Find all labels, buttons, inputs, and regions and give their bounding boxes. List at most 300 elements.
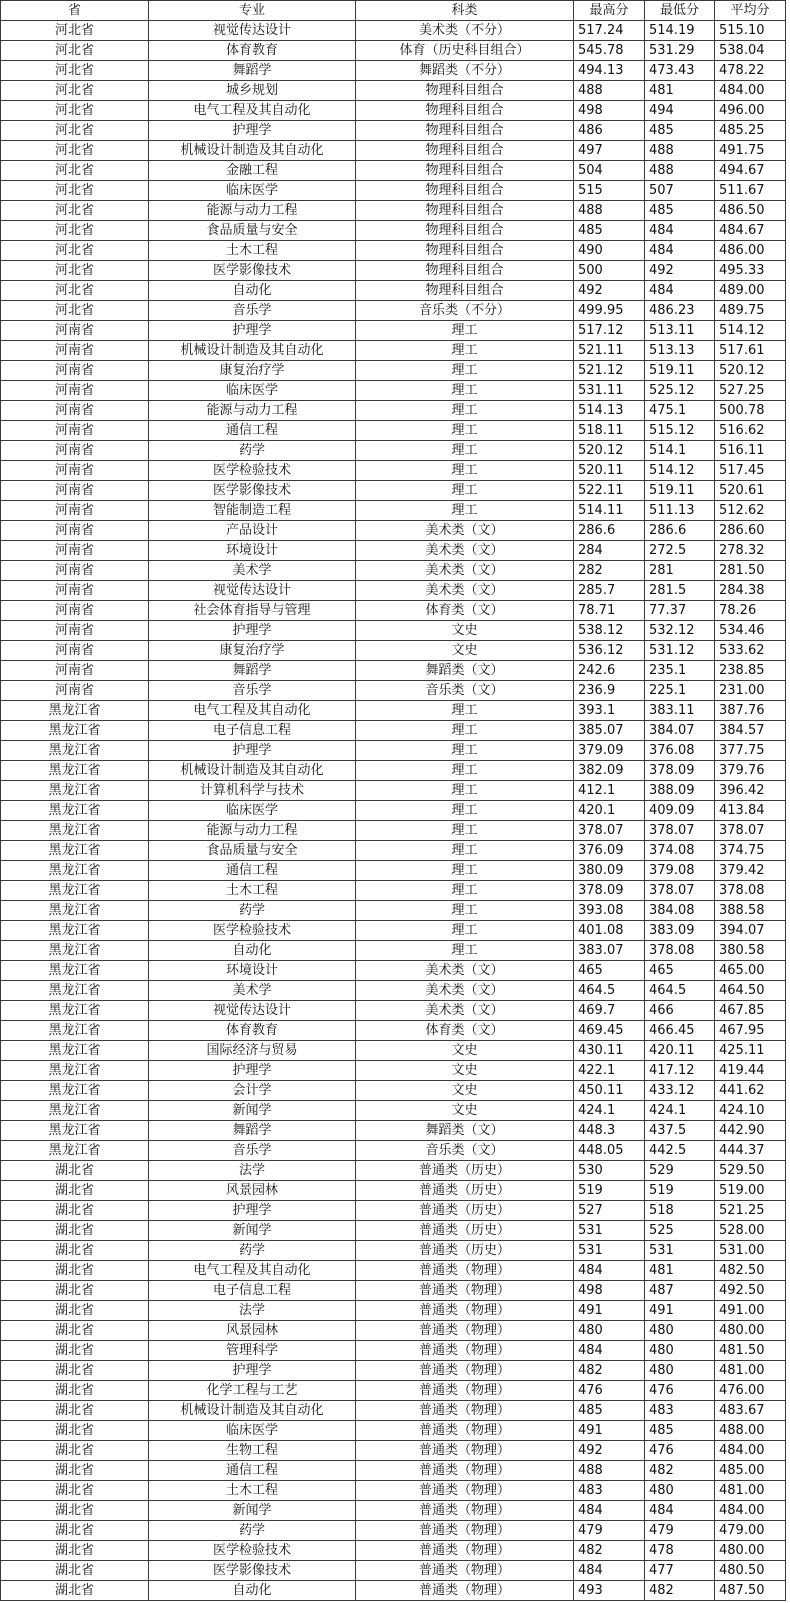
- cell-min-score: 532.12: [645, 621, 715, 641]
- cell-avg-score: 387.76: [715, 701, 786, 721]
- cell-avg-score: 516.11: [715, 441, 786, 461]
- table-row: [1, 801, 786, 821]
- cell-min-score: 378.07: [645, 821, 715, 841]
- cell-avg-score: 485.25: [715, 121, 786, 141]
- cell-category: 文史: [356, 1061, 574, 1081]
- cell-max-score: 484: [574, 1501, 645, 1521]
- cell-max-score: 430.11: [574, 1041, 645, 1061]
- header-major: 专业: [149, 1, 356, 21]
- cell-major: 机械设计制造及其自动化: [149, 341, 356, 361]
- cell-category: 文史: [356, 621, 574, 641]
- cell-province: 黑龙江省: [1, 1001, 149, 1021]
- cell-min-score: 514.1: [645, 441, 715, 461]
- cell-avg-score: 384.57: [715, 721, 786, 741]
- cell-avg-score: 482.50: [715, 1261, 786, 1281]
- table-row: [1, 381, 786, 401]
- cell-max-score: 520.11: [574, 461, 645, 481]
- cell-min-score: 485: [645, 121, 715, 141]
- table-row: [1, 681, 786, 701]
- cell-avg-score: 484.00: [715, 81, 786, 101]
- cell-max-score: 514.11: [574, 501, 645, 521]
- cell-avg-score: 520.61: [715, 481, 786, 501]
- cell-province: 河北省: [1, 101, 149, 121]
- cell-min-score: 480: [645, 1341, 715, 1361]
- cell-max-score: 517.12: [574, 321, 645, 341]
- cell-min-score: 225.1: [645, 681, 715, 701]
- cell-avg-score: 517.61: [715, 341, 786, 361]
- table-row: [1, 1501, 786, 1521]
- cell-province: 湖北省: [1, 1161, 149, 1181]
- cell-province: 湖北省: [1, 1541, 149, 1561]
- table-header-row: [1, 1, 786, 21]
- cell-max-score: 286.6: [574, 521, 645, 541]
- cell-category: 体育类（文）: [356, 1021, 574, 1041]
- cell-max-score: 465: [574, 961, 645, 981]
- cell-category: 物理科目组合: [356, 101, 574, 121]
- cell-min-score: 480: [645, 1321, 715, 1341]
- cell-max-score: 522.11: [574, 481, 645, 501]
- cell-province: 黑龙江省: [1, 1141, 149, 1161]
- table-row: [1, 361, 786, 381]
- cell-max-score: 282: [574, 561, 645, 581]
- cell-major: 管理科学: [149, 1341, 356, 1361]
- cell-min-score: 286.6: [645, 521, 715, 541]
- cell-max-score: 500: [574, 261, 645, 281]
- cell-max-score: 450.11: [574, 1081, 645, 1101]
- cell-min-score: 409.09: [645, 801, 715, 821]
- cell-max-score: 485: [574, 1401, 645, 1421]
- cell-category: 理工: [356, 761, 574, 781]
- table-row: [1, 101, 786, 121]
- cell-avg-score: 281.50: [715, 561, 786, 581]
- cell-category: 理工: [356, 321, 574, 341]
- cell-max-score: 538.12: [574, 621, 645, 641]
- cell-max-score: 488: [574, 1461, 645, 1481]
- cell-province: 河南省: [1, 361, 149, 381]
- cell-avg-score: 531.00: [715, 1241, 786, 1261]
- table-row: [1, 1421, 786, 1441]
- cell-category: 物理科目组合: [356, 201, 574, 221]
- cell-avg-score: 487.50: [715, 1581, 786, 1601]
- cell-category: 理工: [356, 461, 574, 481]
- table-row: [1, 301, 786, 321]
- cell-major: 药学: [149, 1521, 356, 1541]
- cell-category: 理工: [356, 801, 574, 821]
- cell-min-score: 519.11: [645, 481, 715, 501]
- cell-min-score: 529: [645, 1161, 715, 1181]
- cell-min-score: 507: [645, 181, 715, 201]
- cell-min-score: 376.08: [645, 741, 715, 761]
- cell-category: 理工: [356, 381, 574, 401]
- cell-avg-score: 489.75: [715, 301, 786, 321]
- cell-min-score: 235.1: [645, 661, 715, 681]
- cell-major: 新闻学: [149, 1221, 356, 1241]
- cell-max-score: 485: [574, 221, 645, 241]
- cell-category: 理工: [356, 701, 574, 721]
- cell-major: 医学检验技术: [149, 461, 356, 481]
- cell-avg-score: 286.60: [715, 521, 786, 541]
- cell-max-score: 493: [574, 1581, 645, 1601]
- cell-major: 化学工程与工艺: [149, 1381, 356, 1401]
- cell-major: 法学: [149, 1161, 356, 1181]
- cell-max-score: 492: [574, 281, 645, 301]
- cell-avg-score: 476.00: [715, 1381, 786, 1401]
- cell-min-score: 494: [645, 101, 715, 121]
- table-row: [1, 861, 786, 881]
- cell-min-score: 466.45: [645, 1021, 715, 1041]
- cell-category: 理工: [356, 401, 574, 421]
- cell-major: 药学: [149, 441, 356, 461]
- table-row: [1, 741, 786, 761]
- cell-category: 理工: [356, 721, 574, 741]
- cell-category: 理工: [356, 821, 574, 841]
- cell-category: 美术类（不分）: [356, 21, 574, 41]
- cell-min-score: 374.08: [645, 841, 715, 861]
- cell-avg-score: 425.11: [715, 1041, 786, 1061]
- cell-province: 黑龙江省: [1, 1021, 149, 1041]
- cell-max-score: 531: [574, 1221, 645, 1241]
- cell-major: 美术学: [149, 981, 356, 1001]
- cell-max-score: 484: [574, 1341, 645, 1361]
- cell-avg-score: 374.75: [715, 841, 786, 861]
- table-row: [1, 121, 786, 141]
- cell-avg-score: 444.37: [715, 1141, 786, 1161]
- table-row: [1, 1541, 786, 1561]
- cell-category: 普通类（物理）: [356, 1381, 574, 1401]
- cell-max-score: 482: [574, 1361, 645, 1381]
- cell-category: 普通类（历史）: [356, 1201, 574, 1221]
- table-row: [1, 1121, 786, 1141]
- cell-province: 黑龙江省: [1, 761, 149, 781]
- cell-province: 湖北省: [1, 1221, 149, 1241]
- cell-min-score: 525.12: [645, 381, 715, 401]
- cell-category: 普通类（物理）: [356, 1521, 574, 1541]
- cell-province: 黑龙江省: [1, 901, 149, 921]
- cell-avg-score: 484.67: [715, 221, 786, 241]
- cell-max-score: 520.12: [574, 441, 645, 461]
- cell-province: 河北省: [1, 281, 149, 301]
- cell-category: 普通类（物理）: [356, 1321, 574, 1341]
- cell-min-score: 531.29: [645, 41, 715, 61]
- cell-province: 河南省: [1, 561, 149, 581]
- cell-min-score: 482: [645, 1581, 715, 1601]
- table-row: [1, 621, 786, 641]
- cell-province: 湖北省: [1, 1181, 149, 1201]
- cell-avg-score: 479.00: [715, 1521, 786, 1541]
- cell-category: 普通类（历史）: [356, 1221, 574, 1241]
- cell-category: 普通类（物理）: [356, 1401, 574, 1421]
- cell-major: 医学影像技术: [149, 1561, 356, 1581]
- cell-category: 普通类（物理）: [356, 1461, 574, 1481]
- cell-min-score: 442.5: [645, 1141, 715, 1161]
- cell-min-score: 491: [645, 1301, 715, 1321]
- cell-major: 临床医学: [149, 381, 356, 401]
- table-row: [1, 181, 786, 201]
- cell-avg-score: 388.58: [715, 901, 786, 921]
- cell-avg-score: 380.58: [715, 941, 786, 961]
- table-row: [1, 1181, 786, 1201]
- cell-max-score: 530: [574, 1161, 645, 1181]
- cell-min-score: 478: [645, 1541, 715, 1561]
- table-row: [1, 1361, 786, 1381]
- cell-avg-score: 441.62: [715, 1081, 786, 1101]
- cell-major: 护理学: [149, 1061, 356, 1081]
- table-row: [1, 761, 786, 781]
- cell-major: 临床医学: [149, 1421, 356, 1441]
- cell-max-score: 491: [574, 1421, 645, 1441]
- cell-province: 湖北省: [1, 1461, 149, 1481]
- cell-category: 普通类（历史）: [356, 1181, 574, 1201]
- cell-max-score: 515: [574, 181, 645, 201]
- table-row: [1, 1461, 786, 1481]
- cell-min-score: 378.08: [645, 941, 715, 961]
- cell-major: 音乐学: [149, 1141, 356, 1161]
- cell-min-score: 487: [645, 1281, 715, 1301]
- cell-major: 食品质量与安全: [149, 841, 356, 861]
- cell-avg-score: 464.50: [715, 981, 786, 1001]
- cell-category: 理工: [356, 861, 574, 881]
- cell-max-score: 285.7: [574, 581, 645, 601]
- cell-major: 产品设计: [149, 521, 356, 541]
- cell-category: 物理科目组合: [356, 281, 574, 301]
- cell-max-score: 531.11: [574, 381, 645, 401]
- cell-min-score: 485: [645, 201, 715, 221]
- cell-min-score: 482: [645, 1461, 715, 1481]
- cell-avg-score: 538.04: [715, 41, 786, 61]
- table-row: [1, 21, 786, 41]
- cell-category: 美术类（文）: [356, 1001, 574, 1021]
- cell-major: 体育教育: [149, 1021, 356, 1041]
- cell-max-score: 498: [574, 1281, 645, 1301]
- cell-major: 护理学: [149, 1201, 356, 1221]
- cell-province: 黑龙江省: [1, 1081, 149, 1101]
- cell-avg-score: 516.62: [715, 421, 786, 441]
- cell-min-score: 481: [645, 81, 715, 101]
- cell-avg-score: 533.62: [715, 641, 786, 661]
- cell-province: 湖北省: [1, 1241, 149, 1261]
- cell-min-score: 281.5: [645, 581, 715, 601]
- cell-province: 黑龙江省: [1, 861, 149, 881]
- cell-avg-score: 520.12: [715, 361, 786, 381]
- cell-category: 音乐类（不分）: [356, 301, 574, 321]
- cell-province: 黑龙江省: [1, 1061, 149, 1081]
- cell-major: 舞蹈学: [149, 61, 356, 81]
- table-row: [1, 1041, 786, 1061]
- cell-max-score: 78.71: [574, 601, 645, 621]
- cell-category: 美术类（文）: [356, 581, 574, 601]
- table-row: [1, 881, 786, 901]
- cell-province: 黑龙江省: [1, 821, 149, 841]
- cell-province: 湖北省: [1, 1581, 149, 1601]
- table-body: [1, 21, 786, 1601]
- cell-major: 风景园林: [149, 1181, 356, 1201]
- cell-category: 舞蹈类（文）: [356, 661, 574, 681]
- cell-province: 黑龙江省: [1, 781, 149, 801]
- cell-major: 美术学: [149, 561, 356, 581]
- cell-major: 电子信息工程: [149, 1281, 356, 1301]
- cell-category: 物理科目组合: [356, 81, 574, 101]
- cell-min-score: 437.5: [645, 1121, 715, 1141]
- cell-category: 普通类（物理）: [356, 1501, 574, 1521]
- cell-province: 河南省: [1, 501, 149, 521]
- cell-min-score: 531.12: [645, 641, 715, 661]
- cell-min-score: 384.08: [645, 901, 715, 921]
- cell-avg-score: 486.50: [715, 201, 786, 221]
- cell-category: 文史: [356, 1041, 574, 1061]
- cell-province: 黑龙江省: [1, 841, 149, 861]
- cell-category: 物理科目组合: [356, 261, 574, 281]
- cell-category: 理工: [356, 781, 574, 801]
- cell-category: 文史: [356, 1101, 574, 1121]
- table-row: [1, 41, 786, 61]
- cell-category: 理工: [356, 901, 574, 921]
- table-row: [1, 61, 786, 81]
- cell-province: 河北省: [1, 201, 149, 221]
- cell-major: 护理学: [149, 121, 356, 141]
- cell-province: 河南省: [1, 441, 149, 461]
- cell-avg-score: 480.00: [715, 1321, 786, 1341]
- cell-category: 理工: [356, 741, 574, 761]
- cell-min-score: 417.12: [645, 1061, 715, 1081]
- table-row: [1, 521, 786, 541]
- cell-min-score: 77.37: [645, 601, 715, 621]
- cell-province: 河南省: [1, 601, 149, 621]
- cell-major: 土木工程: [149, 881, 356, 901]
- cell-major: 社会体育指导与管理: [149, 601, 356, 621]
- cell-province: 湖北省: [1, 1301, 149, 1321]
- cell-max-score: 491: [574, 1301, 645, 1321]
- cell-min-score: 492: [645, 261, 715, 281]
- cell-category: 普通类（物理）: [356, 1341, 574, 1361]
- cell-max-score: 521.11: [574, 341, 645, 361]
- cell-min-score: 281: [645, 561, 715, 581]
- cell-max-score: 488: [574, 201, 645, 221]
- cell-category: 普通类（物理）: [356, 1541, 574, 1561]
- cell-avg-score: 377.75: [715, 741, 786, 761]
- cell-max-score: 498: [574, 101, 645, 121]
- cell-province: 黑龙江省: [1, 961, 149, 981]
- cell-major: 国际经济与贸易: [149, 1041, 356, 1061]
- cell-province: 湖北省: [1, 1341, 149, 1361]
- cell-min-score: 480: [645, 1361, 715, 1381]
- table-row: [1, 541, 786, 561]
- cell-major: 金融工程: [149, 161, 356, 181]
- cell-category: 理工: [356, 941, 574, 961]
- cell-min-score: 511.13: [645, 501, 715, 521]
- table-row: [1, 1161, 786, 1181]
- cell-major: 舞蹈学: [149, 1121, 356, 1141]
- cell-major: 机械设计制造及其自动化: [149, 761, 356, 781]
- cell-min-score: 466: [645, 1001, 715, 1021]
- cell-major: 城乡规划: [149, 81, 356, 101]
- cell-province: 河南省: [1, 581, 149, 601]
- cell-avg-score: 488.00: [715, 1421, 786, 1441]
- cell-min-score: 486.23: [645, 301, 715, 321]
- cell-major: 体育教育: [149, 41, 356, 61]
- cell-province: 湖北省: [1, 1201, 149, 1221]
- cell-province: 黑龙江省: [1, 741, 149, 761]
- cell-min-score: 476: [645, 1441, 715, 1461]
- cell-avg-score: 481.50: [715, 1341, 786, 1361]
- cell-min-score: 519: [645, 1181, 715, 1201]
- cell-max-score: 484: [574, 1261, 645, 1281]
- header-province: 省: [1, 1, 149, 21]
- cell-province: 河北省: [1, 61, 149, 81]
- cell-province: 河南省: [1, 481, 149, 501]
- cell-min-score: 514.19: [645, 21, 715, 41]
- table-row: [1, 241, 786, 261]
- cell-major: 自动化: [149, 941, 356, 961]
- cell-category: 舞蹈类（文）: [356, 1121, 574, 1141]
- cell-province: 河北省: [1, 241, 149, 261]
- cell-province: 黑龙江省: [1, 801, 149, 821]
- cell-avg-score: 424.10: [715, 1101, 786, 1121]
- cell-province: 黑龙江省: [1, 941, 149, 961]
- cell-major: 环境设计: [149, 961, 356, 981]
- cell-min-score: 488: [645, 141, 715, 161]
- cell-province: 湖北省: [1, 1561, 149, 1581]
- cell-province: 河南省: [1, 681, 149, 701]
- cell-category: 体育类（文）: [356, 601, 574, 621]
- cell-avg-score: 480.00: [715, 1541, 786, 1561]
- cell-major: 通信工程: [149, 861, 356, 881]
- cell-max-score: 284: [574, 541, 645, 561]
- cell-category: 物理科目组合: [356, 181, 574, 201]
- cell-min-score: 272.5: [645, 541, 715, 561]
- table-row: [1, 1241, 786, 1261]
- cell-category: 物理科目组合: [356, 161, 574, 181]
- table-row: [1, 561, 786, 581]
- cell-province: 湖北省: [1, 1321, 149, 1341]
- cell-category: 普通类（物理）: [356, 1441, 574, 1461]
- table-row: [1, 1401, 786, 1421]
- cell-avg-score: 480.50: [715, 1561, 786, 1581]
- cell-min-score: 484: [645, 281, 715, 301]
- cell-min-score: 383.09: [645, 921, 715, 941]
- cell-avg-score: 484.00: [715, 1501, 786, 1521]
- cell-category: 物理科目组合: [356, 241, 574, 261]
- cell-avg-score: 500.78: [715, 401, 786, 421]
- table-row: [1, 1281, 786, 1301]
- cell-major: 能源与动力工程: [149, 401, 356, 421]
- cell-min-score: 484: [645, 221, 715, 241]
- table-row: [1, 1341, 786, 1361]
- cell-major: 电子信息工程: [149, 721, 356, 741]
- table-row: [1, 841, 786, 861]
- cell-category: 文史: [356, 1081, 574, 1101]
- cell-max-score: 420.1: [574, 801, 645, 821]
- table-row: [1, 1581, 786, 1601]
- cell-major: 护理学: [149, 621, 356, 641]
- cell-category: 普通类（物理）: [356, 1261, 574, 1281]
- header-category: 科类: [356, 1, 574, 21]
- cell-province: 黑龙江省: [1, 921, 149, 941]
- cell-province: 河南省: [1, 461, 149, 481]
- table-row: [1, 1321, 786, 1341]
- table-row: [1, 1561, 786, 1581]
- cell-max-score: 504: [574, 161, 645, 181]
- cell-major: 新闻学: [149, 1101, 356, 1121]
- cell-province: 河北省: [1, 161, 149, 181]
- cell-max-score: 378.07: [574, 821, 645, 841]
- table-row: [1, 401, 786, 421]
- cell-province: 河北省: [1, 41, 149, 61]
- cell-min-score: 384.07: [645, 721, 715, 741]
- table-row: [1, 201, 786, 221]
- cell-province: 河南省: [1, 521, 149, 541]
- cell-max-score: 382.09: [574, 761, 645, 781]
- cell-avg-score: 478.22: [715, 61, 786, 81]
